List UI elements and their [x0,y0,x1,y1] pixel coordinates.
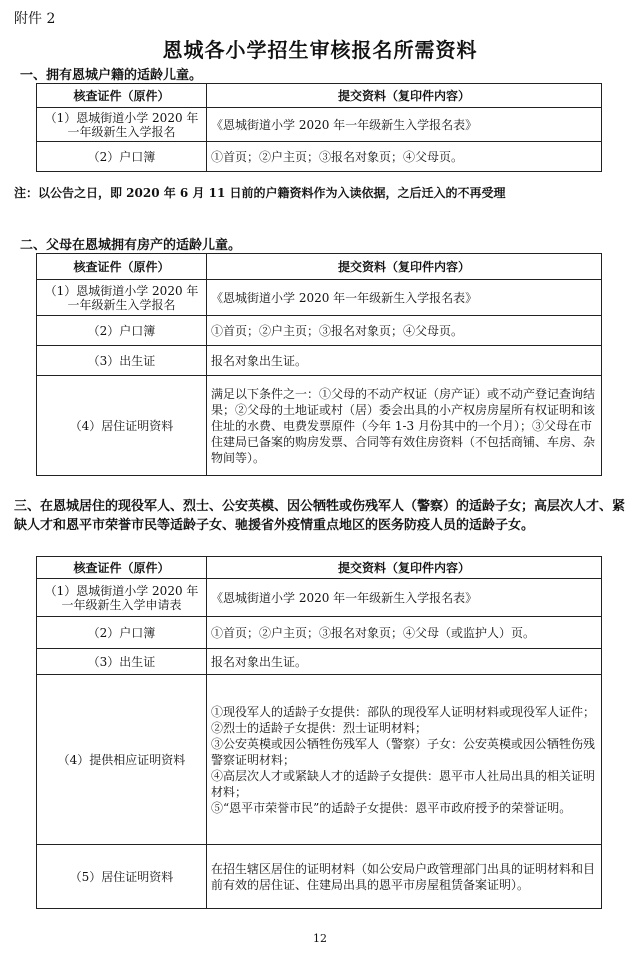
table-row [37,579,602,617]
page-title: 恩城各小学招生审核报名所需资料 [162,38,478,62]
header-submit-docs: 提交资料（复印件内容） [207,557,602,579]
table-row [37,376,602,476]
cell-check: （3）出生证 [37,649,207,675]
cell-submit: 报名对象出生证。 [207,346,602,376]
cell-submit [207,675,602,845]
cell-submit: ①首页；②户主页；③报名对象页；④父母页。 [207,142,602,172]
header-check-docs: 核查证件（原件） [37,557,207,579]
table-row [37,845,602,909]
cell-check: （1）恩城街道小学 2020 年一年级新生入学申请表 [37,579,207,617]
proof-line: ③公安英模或因公牺牲伤残军人（警察）子女：公安英模或因公牺牲伤残警察证明材料； [211,736,596,767]
cell-check: （3）出生证 [37,346,207,376]
page-number: 12 [313,932,327,945]
proof-line: ①现役军人的适龄子女提供：部队的现役军人证明材料或现役军人证件； [211,704,596,719]
header-check-docs: 核查证件（原件） [37,84,207,108]
table-row [37,280,602,316]
table-header-row [37,254,602,280]
attachment-label: 附件 2 [14,11,56,27]
cell-submit: ①首页；②户主页；③报名对象页；④父母（或监护人）页。 [207,617,602,649]
proof-line: ⑤“恩平市荣誉市民”的适龄子女提供：恩平市政府授予的荣誉证明。 [211,800,572,815]
section3-table [36,556,602,909]
section1-heading: 一、拥有恩城户籍的适龄儿童。 [20,68,203,83]
proof-line: ④高层次人才或紧缺人才的适龄子女提供：恩平市人社局出具的相关证明材料； [211,768,596,799]
cell-submit: 报名对象出生证。 [207,649,602,675]
cell-check: （2）户口簿 [37,316,207,346]
proof-line: ②烈士的适龄子女提供：烈士证明材料； [211,720,428,735]
cell-check: （4）居住证明资料 [37,376,207,476]
section2-heading: 二、父母在恩城拥有房产的适龄儿童。 [20,238,242,253]
table-row [37,675,602,845]
table-header-row [37,84,602,108]
cell-submit: 《恩城街道小学 2020 年一年级新生入学报名表》 [207,108,602,142]
cell-submit: 满足以下条件之一：①父母的不动产权证（房产证）或不动产登记查询结果；②父母的土地证或村（居）委会出具的小产权房房屋所有权证明和该住址的水费、电费发票原件（今年 1-3 月份其中的一个月）；③父母在市住建局已备案的购房发票、合同等有效住房资料（不包括商铺、车房、杂物间等）。 [207,376,602,476]
table-header-row [37,557,602,579]
cell-check: （2）户口簿 [37,617,207,649]
table-row [37,142,602,172]
cell-submit: 《恩城街道小学 2020 年一年级新生入学报名表》 [207,280,602,316]
cell-check: （1）恩城街道小学 2020 年一年级新生入学报名 [37,280,207,316]
table-row [37,346,602,376]
section1-note: 注：以公告之日，即 2020 年 6 月 11 日前的户籍资料作为入读依据，之后迁入的不再受理 [14,186,506,200]
section1-table [36,83,602,172]
table-row [37,649,602,675]
header-submit-docs: 提交资料（复印件内容） [207,84,602,108]
cell-submit: ①首页；②户主页；③报名对象页；④父母页。 [207,316,602,346]
header-check-docs: 核查证件（原件） [37,254,207,280]
cell-check: （2）户口簿 [37,142,207,172]
cell-check: （5）居住证明资料 [37,845,207,909]
cell-submit: 在招生辖区居住的证明材料（如公安局户政管理部门出具的证明材料和目前有效的居住证、住建局出具的恩平市房屋租赁备案证明）。 [207,845,602,909]
cell-submit: 《恩城街道小学 2020 年一年级新生入学报名表》 [207,579,602,617]
header-submit-docs: 提交资料（复印件内容） [207,254,602,280]
table-row [37,108,602,142]
cell-check: （4）提供相应证明资料 [37,675,207,845]
section2-table [36,253,602,476]
table-row [37,617,602,649]
table-row [37,316,602,346]
cell-check: （1）恩城街道小学 2020 年一年级新生入学报名 [37,108,207,142]
section3-heading: 三、在恩城居住的现役军人、烈士、公安英模、因公牺牲或伤残军人（警察）的适龄子女；高层次人才、紧缺人才和恩平市荣誉市民等适龄子女、驰援省外疫情重点地区的医务防疫人员的适龄子女。 [14,499,626,533]
